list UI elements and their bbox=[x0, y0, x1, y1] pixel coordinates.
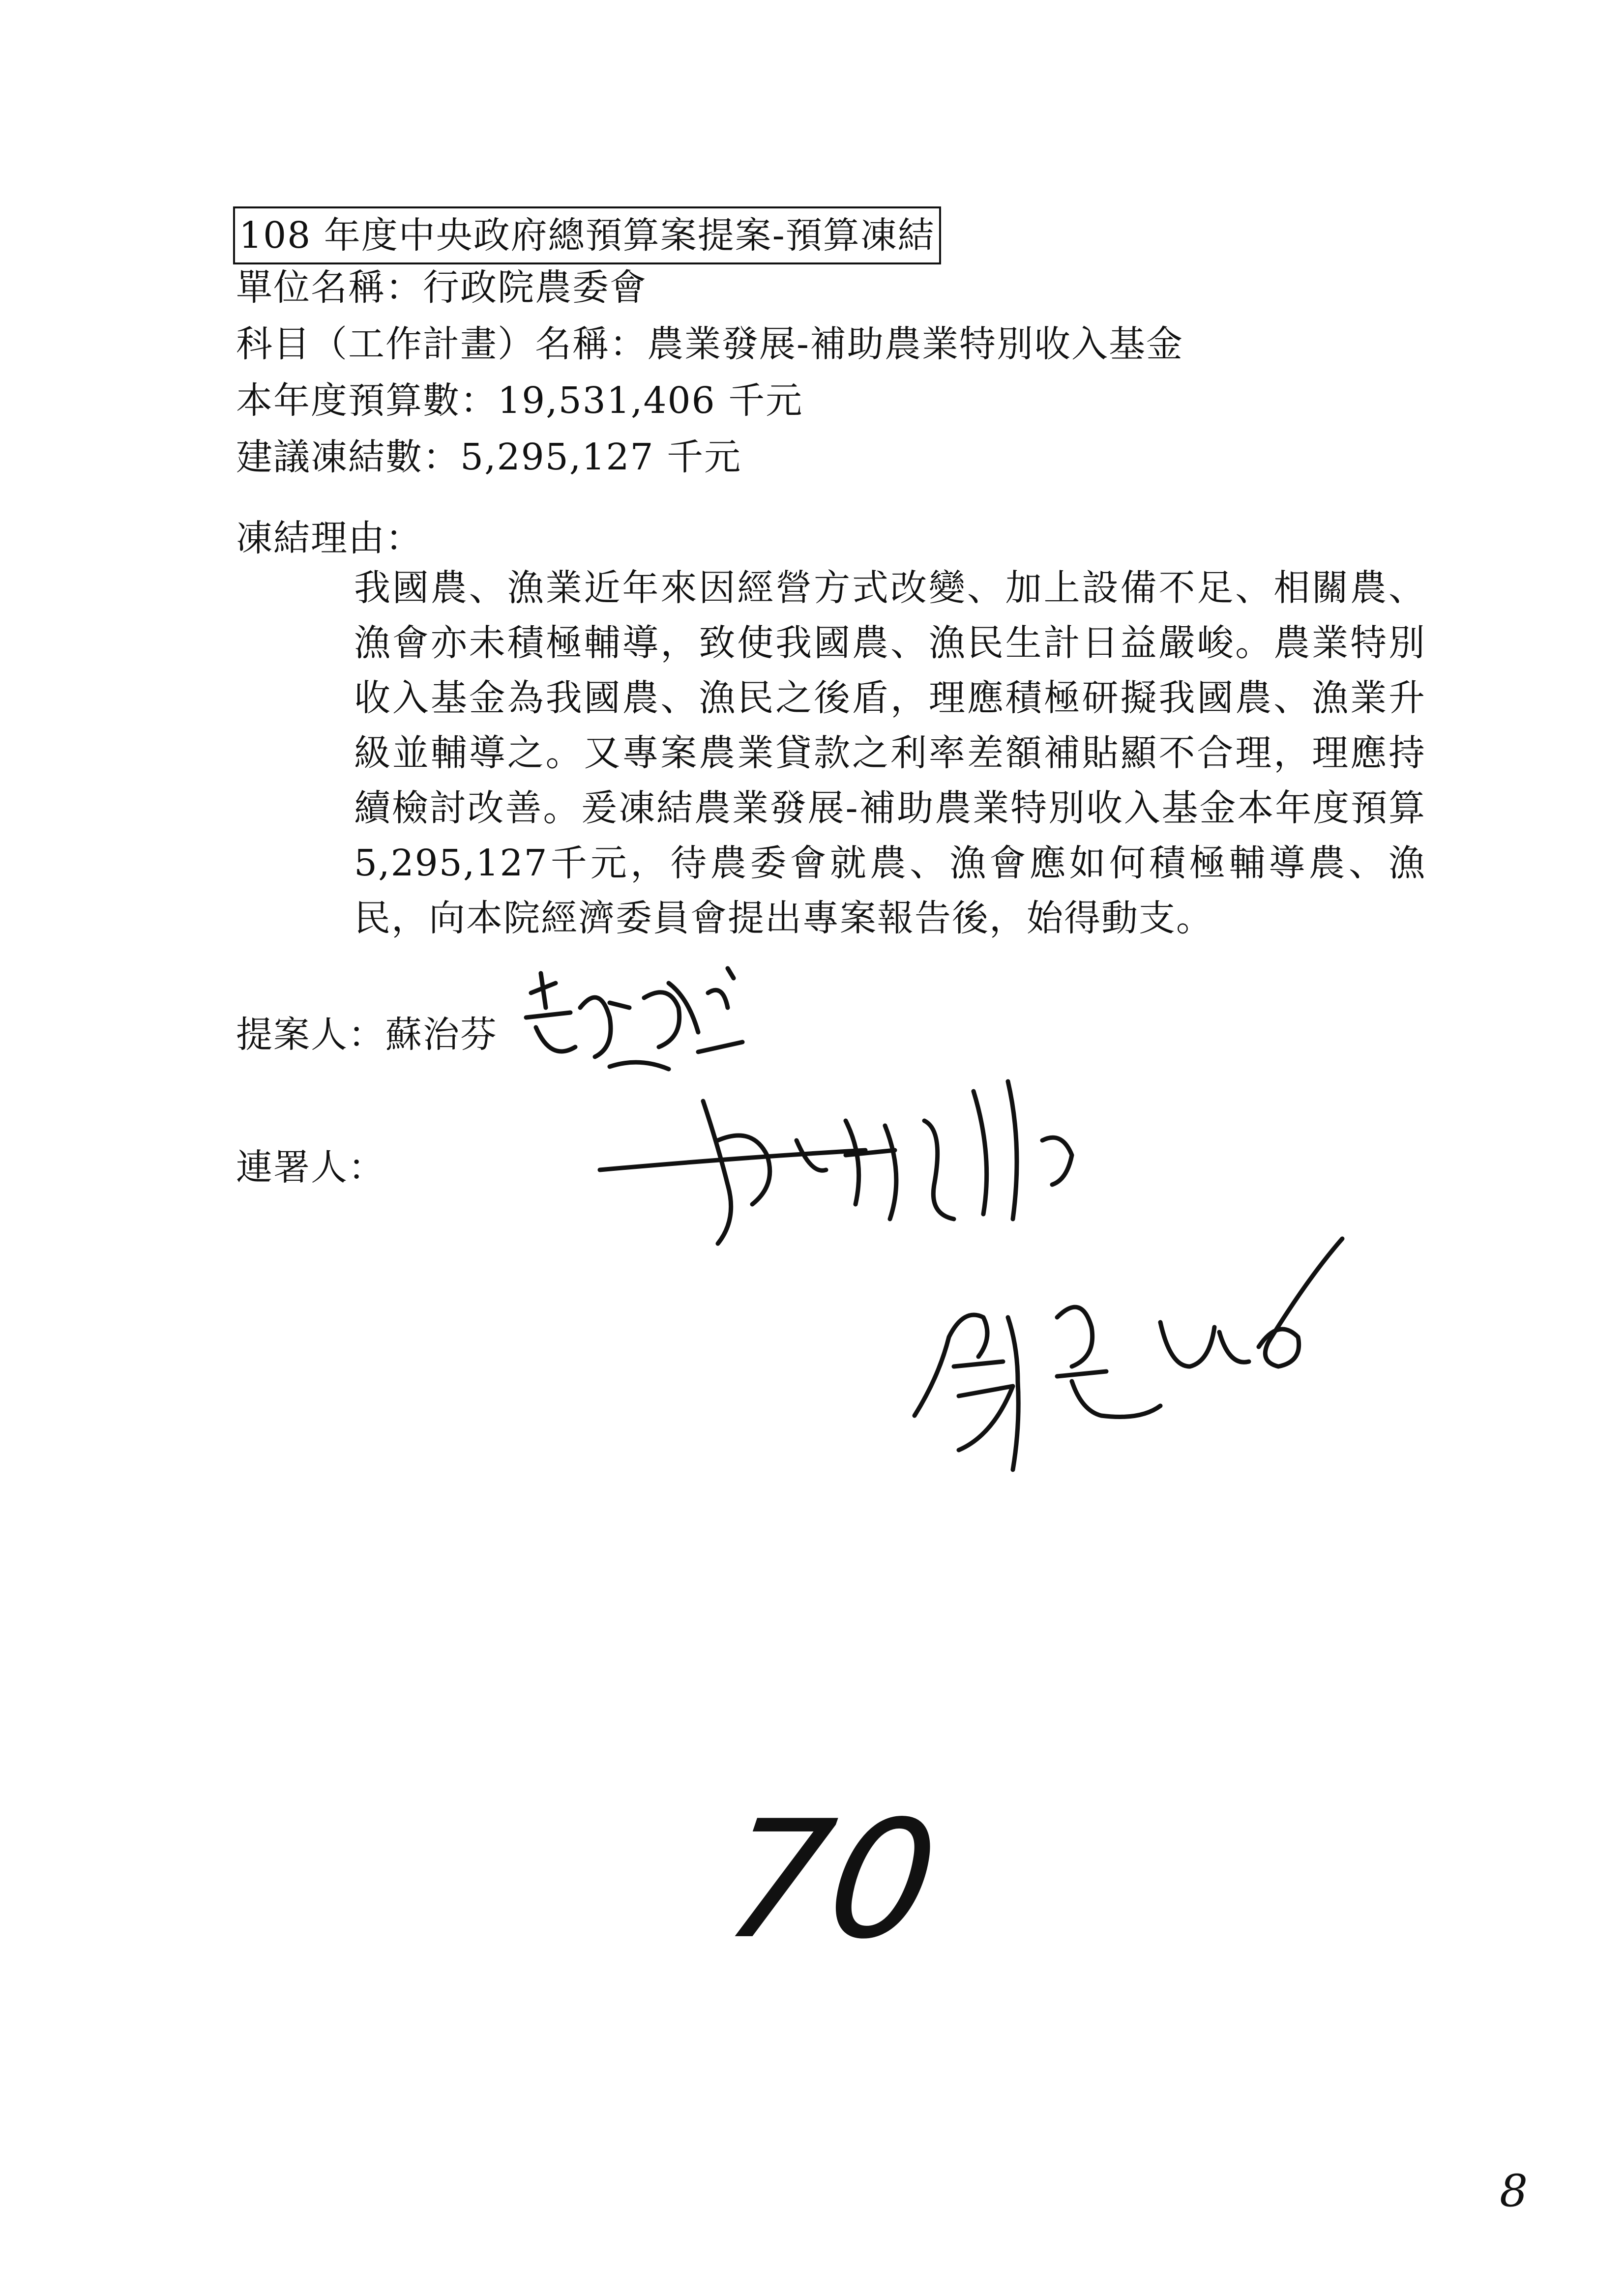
document-title: 108 年度中央政府總預算案提案-預算凍結 bbox=[233, 206, 941, 264]
cosigner-line: 連署人： bbox=[236, 1146, 385, 1189]
proposed-freeze-line: 建議凍結數：5,295,127 千元 bbox=[236, 436, 742, 478]
budget-item-line: 科目（工作計畫）名稱：農業發展-補助農業特別收入基金 bbox=[236, 323, 1184, 365]
proposer-signature bbox=[511, 963, 787, 1111]
page-number: 8 bbox=[1500, 2165, 1528, 2217]
annual-budget-line: 本年度預算數：19,531,406 千元 bbox=[236, 379, 803, 422]
handwritten-page-tally: 70 bbox=[714, 1786, 947, 1975]
cosigner-signature-2 bbox=[895, 1219, 1387, 1484]
freeze-reason-heading: 凍結理由： bbox=[236, 517, 423, 559]
proposer-line: 提案人：蘇治芬 bbox=[236, 1014, 498, 1056]
unit-name-line: 單位名稱：行政院農委會 bbox=[236, 266, 647, 309]
cosigner-signature-1 bbox=[590, 1057, 1180, 1263]
freeze-reason-body: 我國農、漁業近年來因經營方式改變、加上設備不足、相關農、漁會亦未積極輔導，致使我國農、漁民生計日益嚴峻。農業特別收入基金為我國農、漁民之後盾，理應積極研擬我國農、漁業升級並輔導之。又專案農業貸款之利率差額補貼顯不合理，理應持續檢討改善。爰凍結農業發展-補助農業特別收入基金本年度預算5,295,127千元，待農委會就農、漁會應如何積極輔導農、漁民，向本院經濟委員會提出專案報告後，始得動支。 bbox=[354, 567, 1426, 939]
